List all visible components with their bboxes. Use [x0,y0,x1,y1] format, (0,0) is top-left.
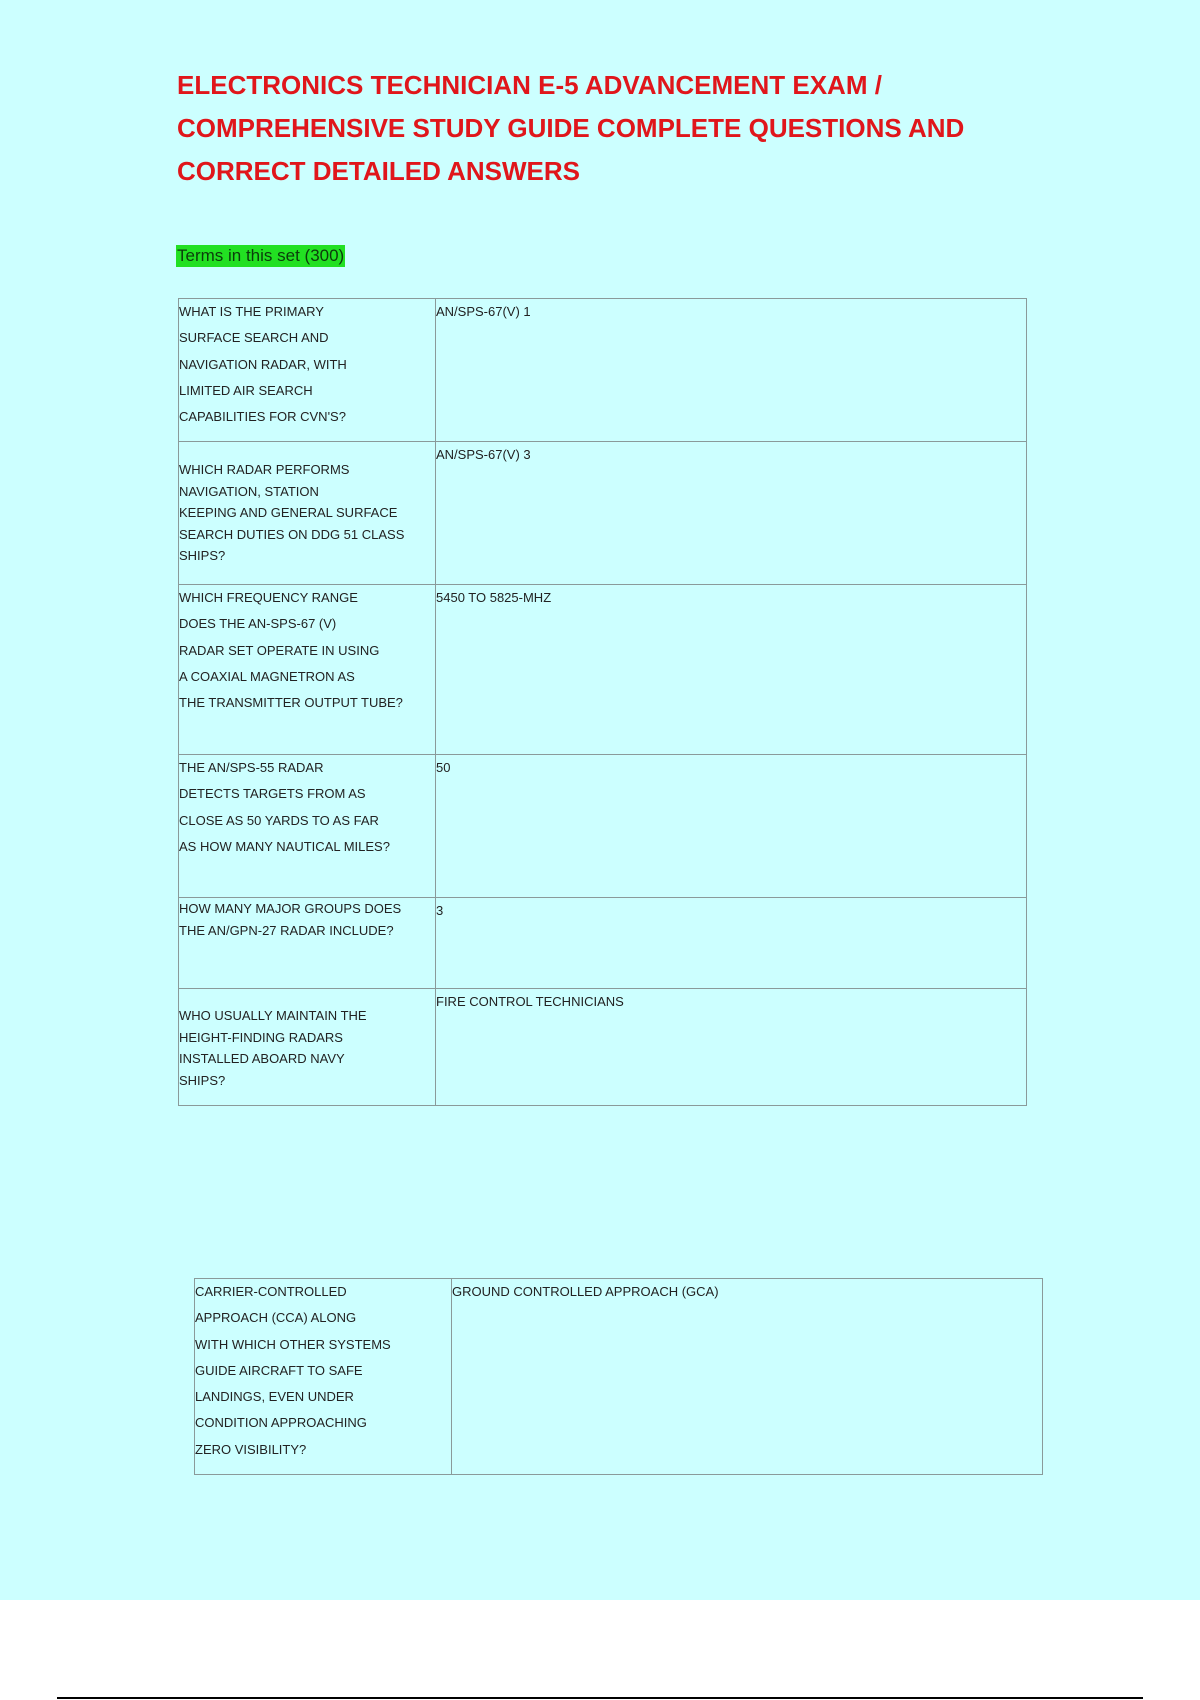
question-cell: WHO USUALLY MAINTAIN THE HEIGHT-FINDING RADARS INSTALLED ABOARD NAVY SHIPS? [179,989,436,1106]
table-row [195,1279,1043,1475]
terms-count-label: Terms in this set (300) [177,246,345,265]
table-row [179,299,1027,442]
question-cell: WHAT IS THE PRIMARY SURFACE SEARCH AND NAVIGATION RADAR, WITH LIMITED AIR SEARCH CAPABILITIES FOR CVN'S? [179,299,436,442]
table-row [179,989,1027,1106]
title-line-2: COMPREHENSIVE STUDY GUIDE COMPLETE QUESTIONS AND [177,113,965,143]
question-cell: WHICH RADAR PERFORMS NAVIGATION, STATION KEEPING AND GENERAL SURFACE SEARCH DUTIES ON DDG 51 CLASS SHIPS? [179,442,436,585]
answer-cell: 50 [436,755,1027,898]
answer-cell: AN/SPS-67(V) 3 [436,442,1027,585]
qa-table [178,298,1027,1106]
table-row [179,755,1027,898]
table-row [179,442,1027,585]
question-cell: HOW MANY MAJOR GROUPS DOES THE AN/GPN-27 RADAR INCLUDE? [179,898,436,989]
question-cell: CARRIER-CONTROLLED APPROACH (CCA) ALONG WITH WHICH OTHER SYSTEMS GUIDE AIRCRAFT TO SAFE LANDINGS, EVEN UNDER CONDITION APPROACHING ZERO VISIBILITY? [195,1279,452,1475]
answer-cell: AN/SPS-67(V) 1 [436,299,1027,442]
footer-divider [57,1697,1143,1699]
answer-cell: 3 [436,898,1027,989]
table-row [179,585,1027,755]
answer-cell: GROUND CONTROLLED APPROACH (GCA) [452,1279,1043,1475]
question-cell: THE AN/SPS-55 RADAR DETECTS TARGETS FROM AS CLOSE AS 50 YARDS TO AS FAR AS HOW MANY NAUTICAL MILES? [179,755,436,898]
qa-table-continued [194,1278,1043,1475]
table-row [179,898,1027,989]
answer-cell: FIRE CONTROL TECHNICIANS [436,989,1027,1106]
document-title [177,64,1057,193]
question-cell: WHICH FREQUENCY RANGE DOES THE AN-SPS-67 (V) RADAR SET OPERATE IN USING A COAXIAL MAGNETRON AS THE TRANSMITTER OUTPUT TUBE? [179,585,436,755]
title-line-1: ELECTRONICS TECHNICIAN E-5 ADVANCEMENT EXAM / [177,70,882,100]
answer-cell: 5450 TO 5825-MHZ [436,585,1027,755]
title-line-3: CORRECT DETAILED ANSWERS [177,156,580,186]
